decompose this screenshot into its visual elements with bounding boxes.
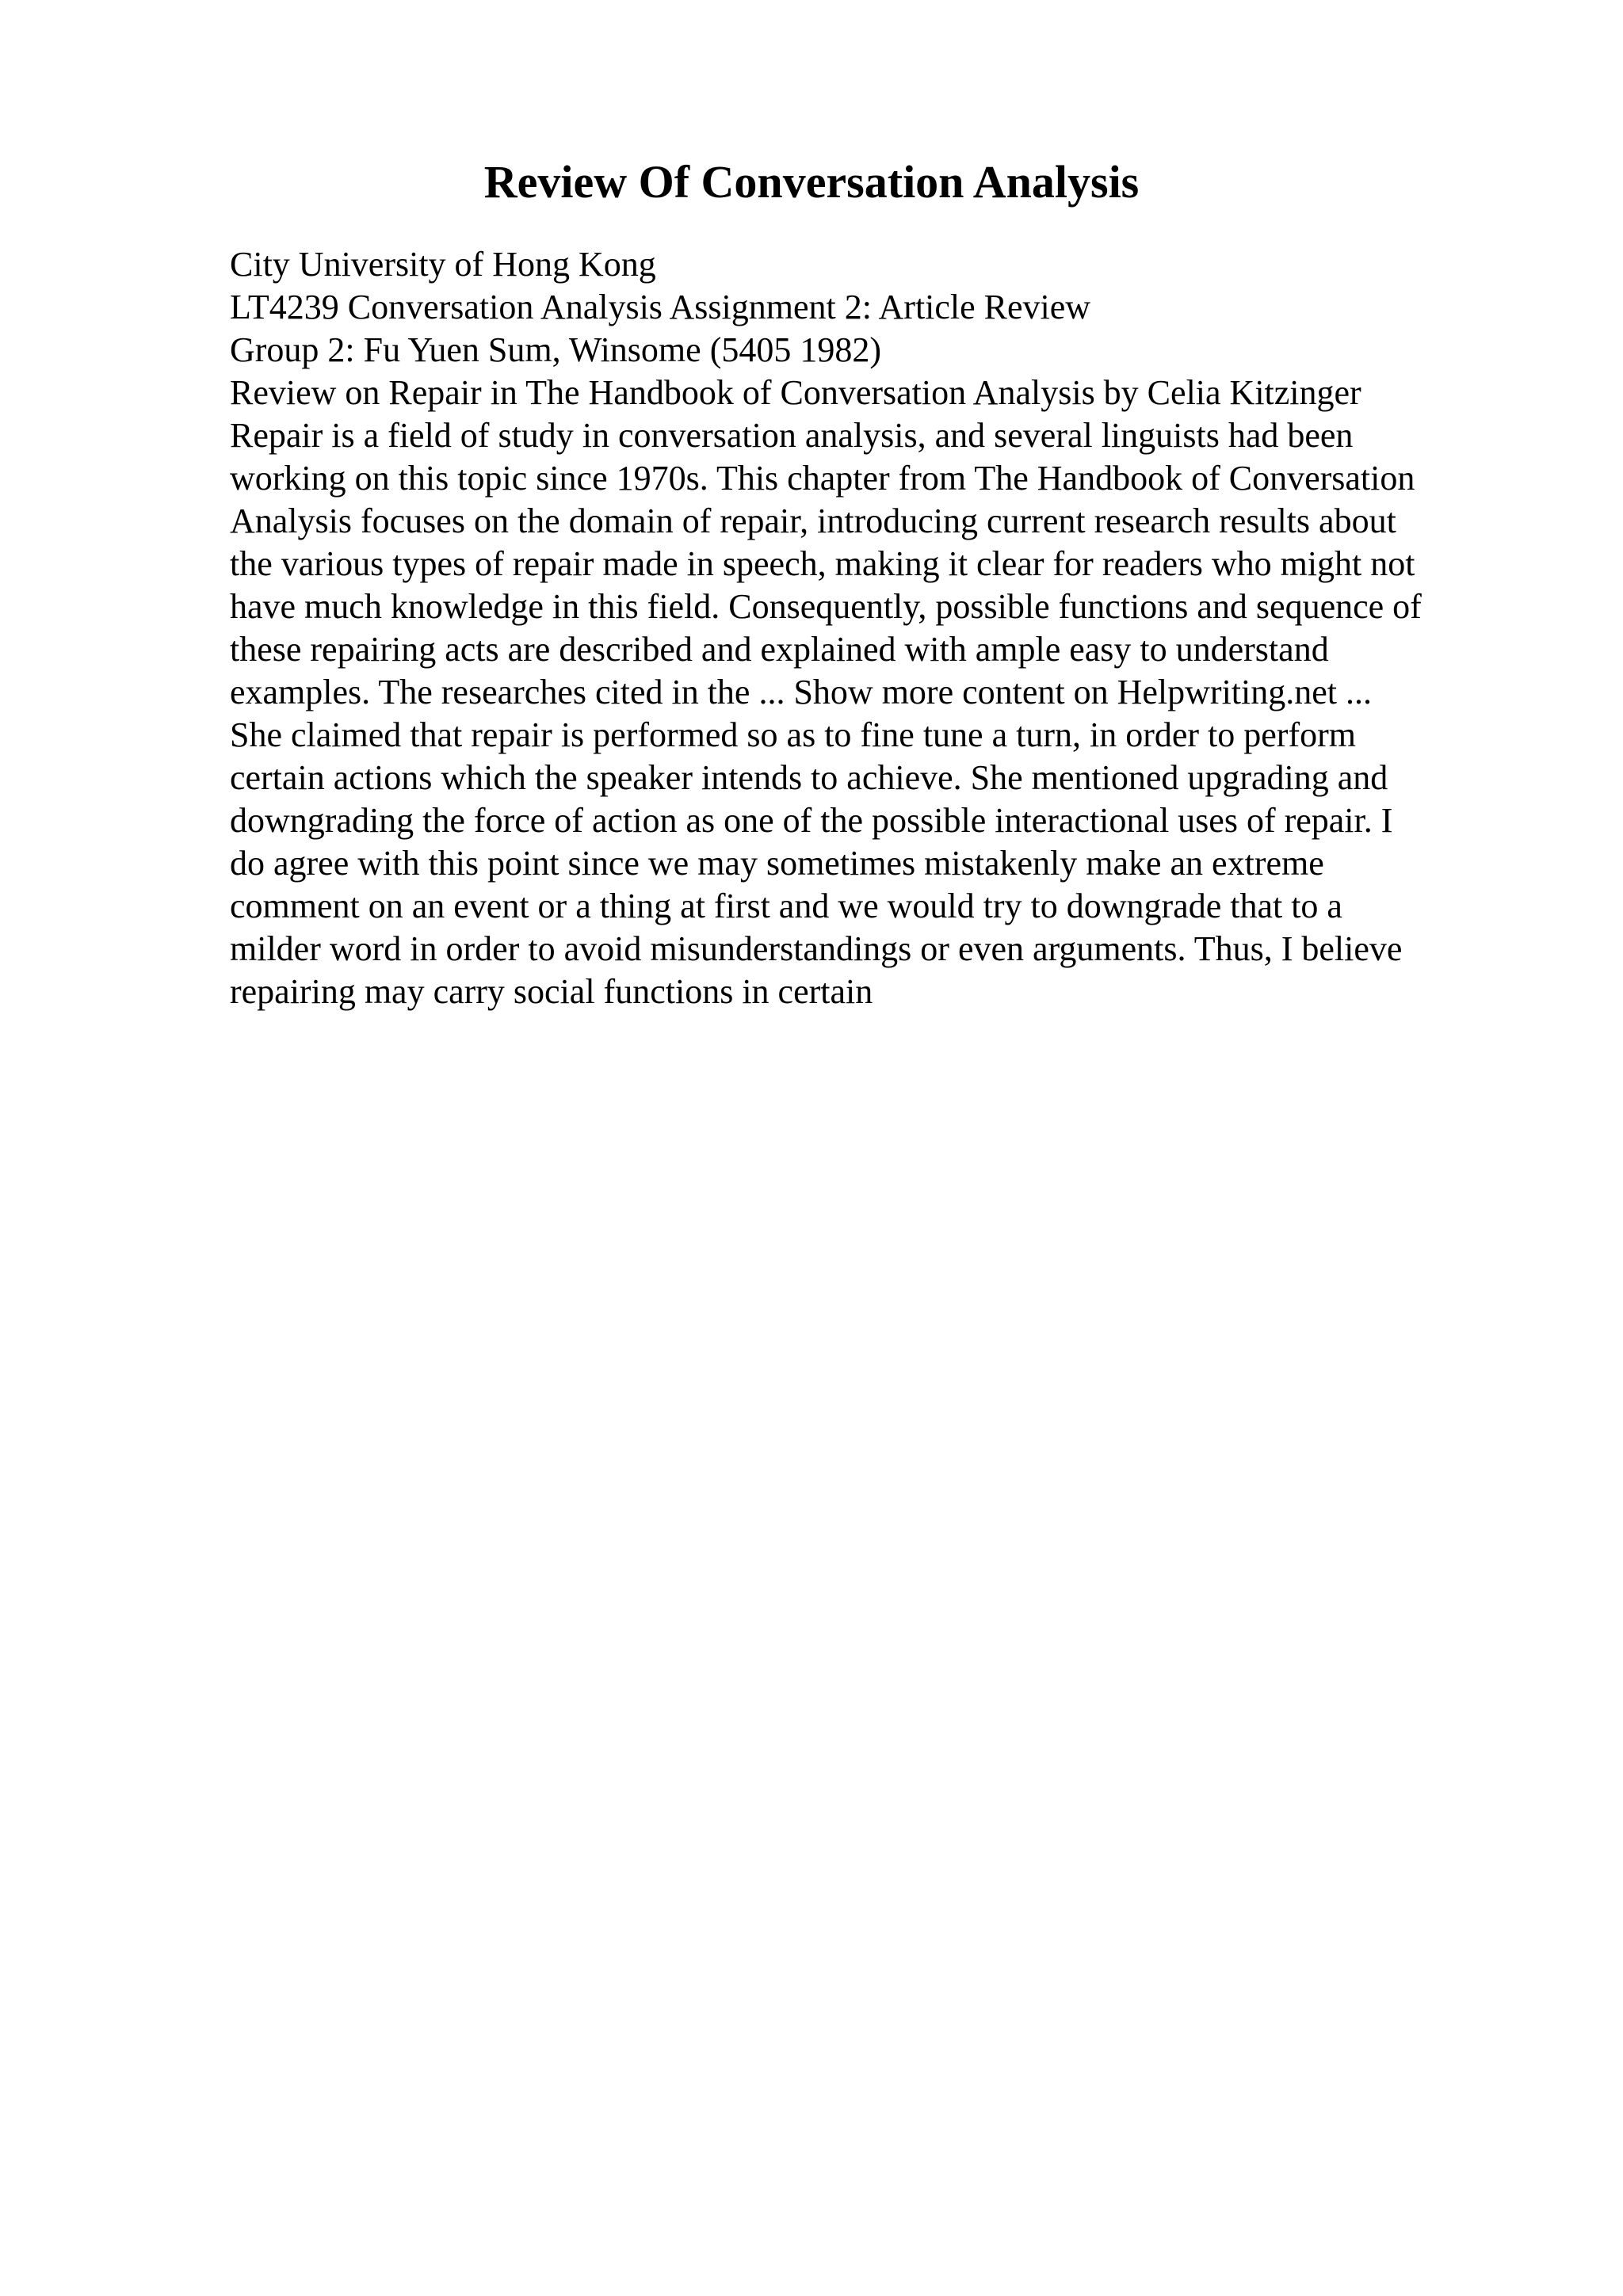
document-title: Review Of Conversation Analysis [483,156,1140,208]
header-line-university: City University of Hong Kong [230,245,656,284]
body-line: repairing may carry social functions in certain [230,972,873,1011]
body-line: do agree with this point since we may sometimes mistakenly make an extreme [230,844,1324,883]
body-line: comment on an event or a thing at first and we would try to downgrade that to a [230,887,1342,925]
document-body [230,243,1498,1013]
body-line: Repair is a field of study in conversation analysis, and several linguists had been [230,416,1354,455]
header-line-review-subject: Review on Repair in The Handbook of Conversation Analysis by Celia Kitzinger [230,373,1361,412]
body-line: milder word in order to avoid misunderstandings or even arguments. Thus, I believe [230,929,1403,968]
body-line: certain actions which the speaker intends to achieve. She mentioned upgrading and [230,758,1388,797]
header-line-course: LT4239 Conversation Analysis Assignment 2: Article Review [230,288,1091,326]
body-line: these repairing acts are described and explained with ample easy to understand [230,630,1329,669]
body-line: have much knowledge in this field. Consequently, possible functions and sequence of [230,587,1422,626]
header-line-group: Group 2: Fu Yuen Sum, Winsome (5405 1982) [230,330,881,369]
body-line: She claimed that repair is performed so as to fine tune a turn, in order to perform [230,715,1356,754]
body-line: examples. The researches cited in the ... Show more content on Helpwriting.net ... [230,673,1372,711]
body-line: the various types of repair made in speech, making it clear for readers who might not [230,544,1415,583]
body-line: Analysis focuses on the domain of repair, introducing current research results about [230,502,1396,540]
body-line: downgrading the force of action as one of the possible interactional uses of repair. I [230,801,1393,840]
body-line: working on this topic since 1970s. This chapter from The Handbook of Conversation [230,459,1415,498]
